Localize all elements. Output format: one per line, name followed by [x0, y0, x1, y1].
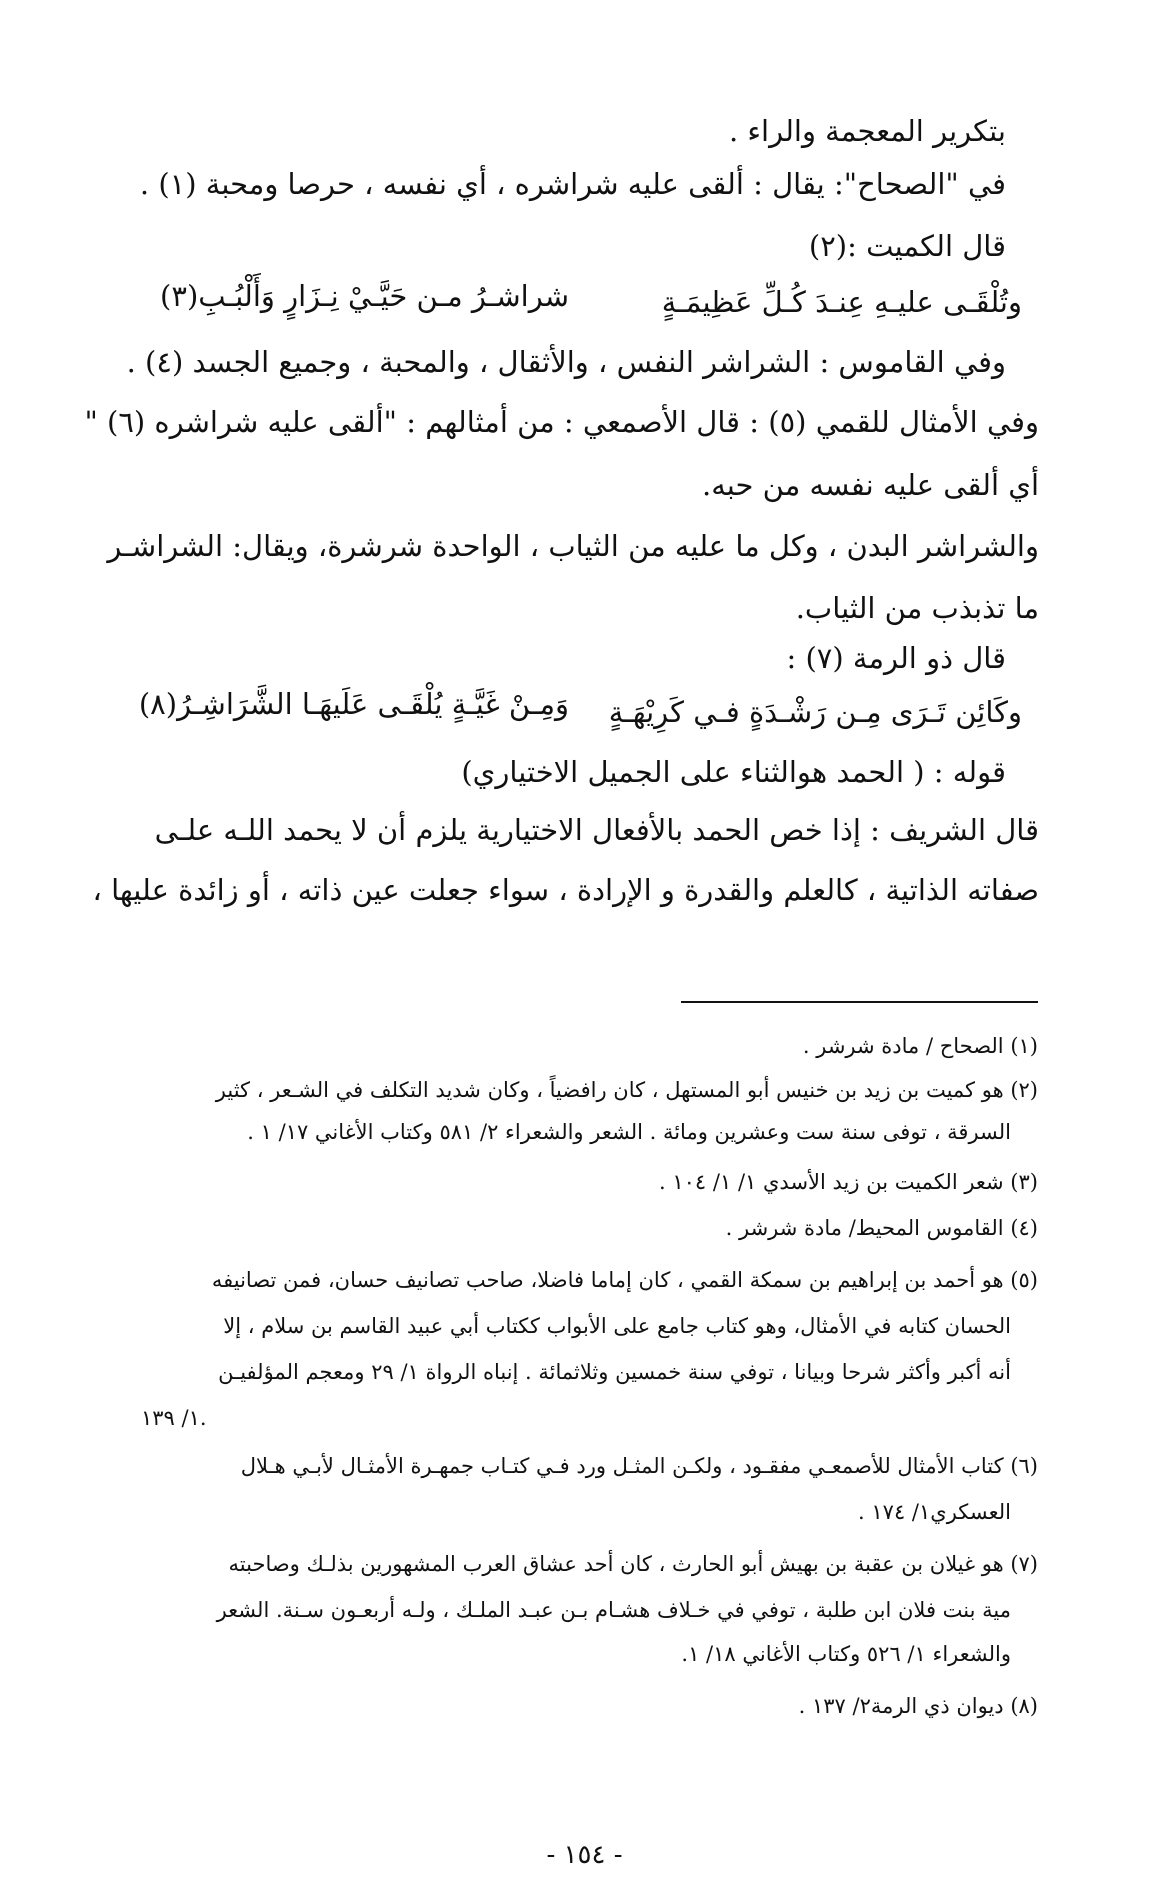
- body-line-2: في "الصحاح": يقال : ألقى عليه شراشره ، أي نفسه ، حرصا ومحبة (١) .: [139, 167, 1006, 201]
- footnote-line-14: والشعراء ١/ ٥٢٦ وكتاب الأغاني ١٨/ ١.: [681, 1642, 1011, 1666]
- body-line-8: ما تذبذب من الثياب.: [795, 591, 1039, 625]
- footnote-line-4: (٣) شعر الكميت بن زيد الأسدي ١/ ١/ ١٠٤ .: [659, 1170, 1038, 1194]
- page-number: - ١٥٤ -: [546, 1840, 623, 1870]
- footnote-line-6: (٥) هو أحمد بن إبراهيم بن سمكة القمي ، كان إماما فاضلا، صاحب تصانيف حسان، فمن تصانيفه: [211, 1268, 1038, 1292]
- footnote-line-1: (١) الصحاح / مادة شرشر .: [802, 1034, 1038, 1058]
- verse-1-second-hemistich: شراشـرُ مـن حَيَّـيْ نِـزَارٍ وَأَلْبُـبِ(٣): [160, 279, 569, 313]
- body-line-12: صفاته الذاتية ، كالعلم والقدرة و الإرادة ، سواء جعلت عين ذاته ، أو زائدة عليها ،: [92, 873, 1039, 907]
- footnote-line-7: الحسان كتابه في الأمثال، وهو كتاب جامع على الأبواب ككتاب أبي عبيد القاسم بن سلام ، إلا: [223, 1314, 1011, 1338]
- body-line-4: وفي القاموس : الشراشر النفس ، والأثقال ، والمحبة ، وجميع الجسد (٤) .: [126, 345, 1006, 379]
- footnote-line-12: (٧) هو غيلان بن عقبة بن بهيش أبو الحارث ، كان أحد عشاق العرب المشهورين بذلـك وصاحبته: [228, 1552, 1038, 1576]
- footnote-line-11: العسكري١/ ١٧٤ .: [858, 1500, 1011, 1524]
- footnote-separator: [681, 1001, 1038, 1003]
- verse-2-second-hemistich: وَمِـنْ غَيَّـةٍ يُلْقَـى عَلَيهَـا الشَّرَاشِـرُ(٨): [138, 687, 569, 721]
- body-line-7: والشراشر البدن ، وكل ما عليه من الثياب ، الواحدة شرشرة، ويقال: الشراشـر: [107, 529, 1039, 563]
- footnote-line-15: (٨) ديوان ذي الرمة٢/ ١٣٧ .: [798, 1694, 1038, 1718]
- body-line-3: قال الكميت :(٢): [808, 229, 1006, 263]
- footnote-line-8: أنه أكبر وأكثر شرحا وبيانا ، توفي سنة خمسين وثلاثمائة . إنباه الرواة ١/ ٢٩ ومعجم المؤلفيـن: [218, 1360, 1011, 1384]
- footnote-line-10: (٦) كتاب الأمثال للأصمعـي مفقـود ، ولكـن المثـل ورد فـي كتـاب جمهـرة الأمثـال لأبـي هـلال: [240, 1454, 1038, 1478]
- body-line-1: بتكرير المعجمة والراء .: [728, 114, 1006, 148]
- body-line-6: أي ألقى عليه نفسه من حبه.: [702, 468, 1039, 502]
- footnote-line-13: مية بنت فلان ابن طلبة ، توفي في خـلاف هشـام بـن عبـد الملـك ، ولـه أربعـون سـنة. الشعر: [216, 1598, 1011, 1622]
- body-line-11: قال الشريف : إذا خص الحمد بالأفعال الاختيارية يلزم أن لا يحمد اللـه علـى: [154, 813, 1039, 847]
- footnote-line-3: السرقة ، توفى سنة ست وعشرين ومائة . الشعر والشعراء ٢/ ٥٨١ وكتاب الأغاني ١٧/ ١ .: [247, 1120, 1011, 1144]
- body-line-10: قوله : ( الحمد هوالثناء على الجميل الاختياري): [461, 755, 1006, 789]
- footnote-line-9: ١/ ١٣٩.: [141, 1406, 207, 1430]
- footnote-line-2: (٢) هو كميت بن زيد بن خنيس أبو المستهل ، كان رافضياً ، وكان شديد التكلف في الشـعر ، كثير: [215, 1078, 1038, 1102]
- verse-2-first-hemistich: وكَائِن تَـرَى مِـن رَشْـدَةٍ فـي كَرِيْهَـةٍ: [608, 695, 1022, 729]
- footnote-line-5: (٤) القاموس المحيط/ مادة شرشر .: [725, 1216, 1038, 1240]
- body-line-9: قال ذو الرمة (٧) :: [786, 641, 1006, 675]
- body-line-5: وفي الأمثال للقمي (٥) : قال الأصمعي : من أمثالهم : "ألقى عليه شراشره (٦) ": [84, 405, 1039, 439]
- verse-1-first-hemistich: وتُلْقَـى عليـهِ عِنـدَ كُـلِّ عَظِيمَـةٍ: [661, 285, 1022, 319]
